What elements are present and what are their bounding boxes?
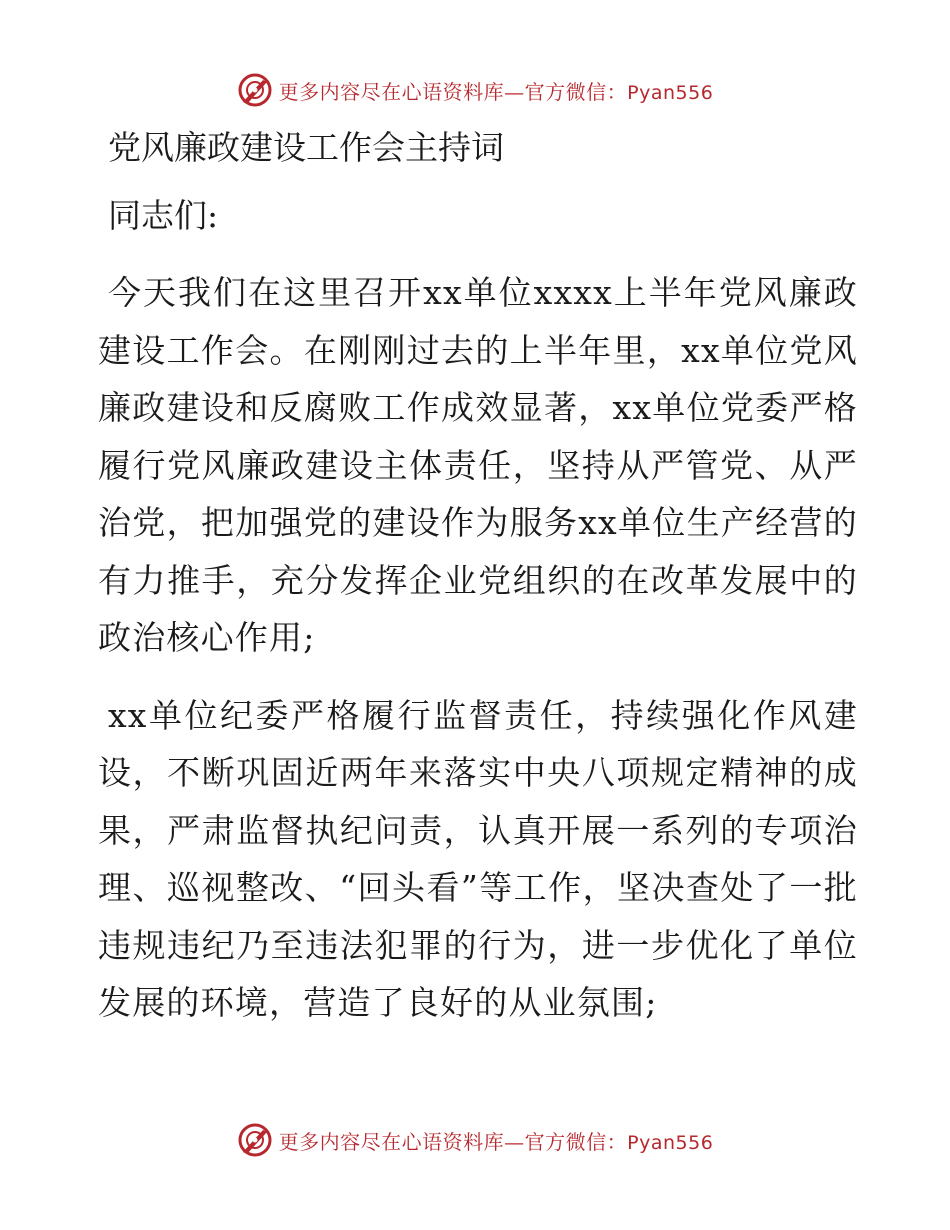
document-body: [98, 120, 858, 1032]
pen-logo-icon: [237, 1122, 273, 1158]
watermark-text: 更多内容尽在心语资料库—官方微信：Pyan556: [278, 1129, 714, 1154]
top-watermark-banner: [0, 70, 950, 110]
paragraph-1: 今天我们在这里召开xx单位xxxx上半年党风廉政建设工作会。在刚刚过去的上半年里，xx单位党风廉政建设和反腐败工作成效显著，xx单位党委严格履行党风廉政建设主体责任，坚持从严管党、从严治党，把加强党的建设作为服务xx单位生产经营的有力推手，充分发挥企业党组织的在改革发展中的政治核心作用;: [98, 273, 858, 657]
bottom-watermark-banner: [0, 1120, 950, 1160]
watermark-text: 更多内容尽在心语资料库—官方微信：Pyan556: [278, 79, 714, 104]
document-title: 党风廉政建设工作会主持词: [108, 128, 504, 167]
salutation: 同志们:: [108, 196, 219, 235]
paragraph-2: xx单位纪委严格履行监督责任，持续强化作风建设，不断巩固近两年来落实中央八项规定精神的成果，严肃监督执纪问责，认真开展一系列的专项治理、巡视整改、“回头看”等工作，坚决查处了一批违规违纪乃至违法犯罪的行为，进一步优化了单位发展的环境，营造了良好的从业氛围;: [98, 695, 858, 1022]
pen-logo-icon: [237, 72, 273, 108]
